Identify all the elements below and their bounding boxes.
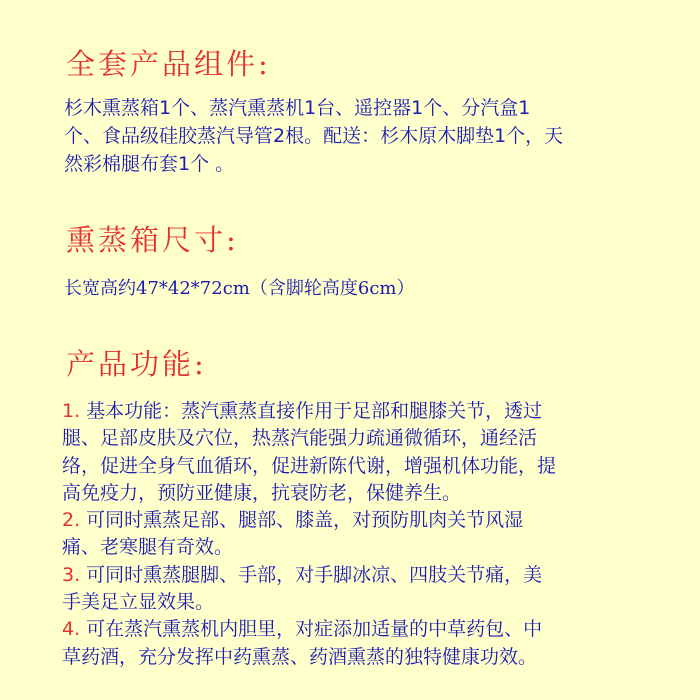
function-item-4-text: 可在蒸汽熏蒸机内胆里，对症添加适量的中草药包、中 xyxy=(80,618,543,641)
function-item-4-line-1 xyxy=(62,616,682,643)
function-item-1-line-3: 络，促进全身气血循环，促进新陈代谢，增强机体功能，提 xyxy=(62,454,557,477)
components-line-2: 个、食品级硅胶蒸汽导管2根。配送：杉木原木脚垫1个，天 xyxy=(64,125,564,147)
size-text: 长宽高约47*42*72cm（含脚轮高度6cm） xyxy=(64,278,415,299)
function-item-3-line-1 xyxy=(62,562,682,589)
function-item-2-line-1 xyxy=(62,507,682,534)
function-item-4-number: 4. xyxy=(62,618,81,641)
function-item-2-line-2: 痛、老寒腿有奇效。 xyxy=(62,536,234,559)
function-item-2-text: 可同时熏蒸足部、腿部、膝盖，对预防肌肉关节风湿 xyxy=(80,509,524,532)
functions-heading: 产品功能: xyxy=(66,347,207,381)
size-heading: 熏蒸箱尺寸: xyxy=(66,223,239,257)
function-item-1-line-2: 腿、足部皮肤及穴位，热蒸汽能强力疏通微循环，通经活 xyxy=(62,427,538,450)
components-heading: 全套产品组件: xyxy=(66,47,271,81)
function-item-1-text: 基本功能：蒸汽熏蒸直接作用于足部和腿膝关节，透过 xyxy=(80,400,543,422)
function-item-4-line-2: 草药酒，充分发挥中药熏蒸、药酒熏蒸的独特健康功效。 xyxy=(62,645,538,668)
components-description xyxy=(64,94,674,178)
function-item-1-number: 1. xyxy=(62,400,81,422)
components-line-3: 然彩棉腿布套1个 。 xyxy=(64,153,235,175)
function-item-2-number: 2. xyxy=(62,509,81,532)
function-item-1-line-1 xyxy=(62,398,682,425)
function-item-3-line-2: 手美足立显效果。 xyxy=(62,591,215,614)
function-item-1-line-4: 高免疫力，预防亚健康，抗衰防老，保健养生。 xyxy=(62,481,462,504)
functions-list xyxy=(62,398,682,671)
components-line-1: 杉木熏蒸箱1个、蒸汽熏蒸机1台、遥控器1个、分汽盒1 xyxy=(64,97,531,119)
function-item-3-text: 可同时熏蒸腿脚、手部，对手脚冰凉、四肢关节痛，美 xyxy=(80,563,543,586)
function-item-3-number: 3. xyxy=(62,563,81,586)
